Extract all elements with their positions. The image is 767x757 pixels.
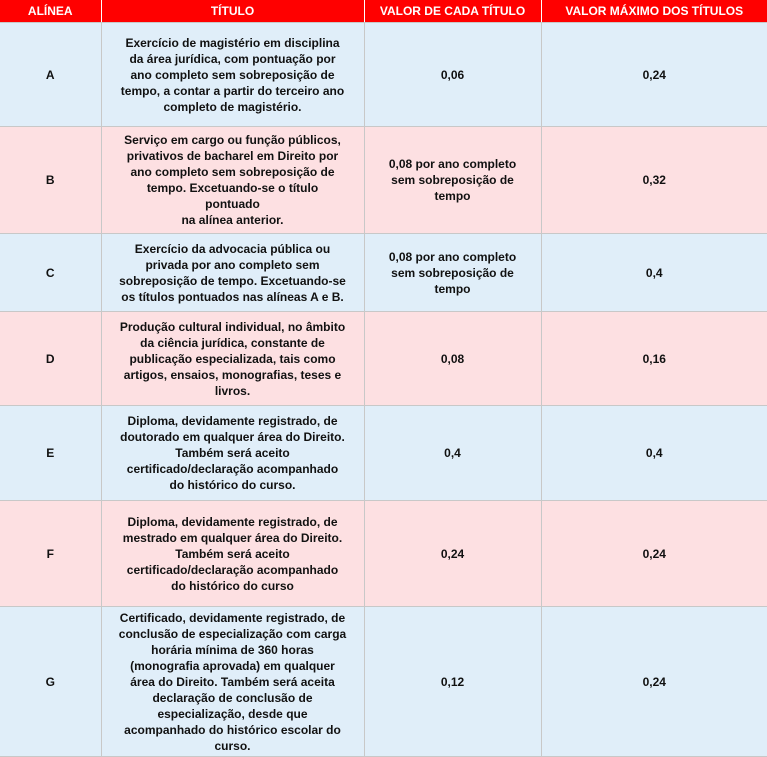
row-titulo: Produção cultural individual, no âmbito da ciência jurídica, constante de publicação especializada, tais como artigos, ensaios, monografias, teses e livros. [101,312,364,406]
row-titulo: Diploma, devidamente registrado, de mestrado em qualquer área do Direito. Também será aceito certificado/declaração acompanhado do histórico do curso [101,501,364,607]
table-row [0,234,767,312]
table-row [0,501,767,607]
row-alinea: G [0,607,101,757]
row-maximo: 0,24 [541,23,767,127]
row-titulo: Serviço em cargo ou função públicos, privativos de bacharel em Direito por ano completo sem sobreposição de tempo. Excetuando-se o título pontuado na alínea anterior. [101,127,364,234]
table-row [0,23,767,127]
row-valor: 0,08 por ano completo sem sobreposição de tempo [364,234,541,312]
table-row [0,406,767,501]
row-alinea: A [0,23,101,127]
row-titulo: Diploma, devidamente registrado, de doutorado em qualquer área do Direito. Também será aceito certificado/declaração acompanhado do histórico do curso. [101,406,364,501]
header-maximo: VALOR MÁXIMO DOS TÍTULOS [541,0,767,23]
row-alinea: D [0,312,101,406]
row-valor: 0,4 [364,406,541,501]
row-alinea: B [0,127,101,234]
row-valor: 0,08 [364,312,541,406]
row-maximo: 0,4 [541,406,767,501]
row-titulo: Exercício de magistério em disciplina da área jurídica, com pontuação por ano completo sem sobreposição de tempo, a contar a partir do terceiro ano completo de magistério. [101,23,364,127]
header-titulo: TÍTULO [101,0,364,23]
header-row [0,0,767,23]
row-maximo: 0,32 [541,127,767,234]
row-titulo: Exercício da advocacia pública ou privada por ano completo sem sobreposição de tempo. Excetuando-se os títulos pontuados nas alíneas A e B. [101,234,364,312]
row-valor: 0,08 por ano completo sem sobreposição de tempo [364,127,541,234]
row-valor: 0,24 [364,501,541,607]
row-maximo: 0,16 [541,312,767,406]
header-valor: VALOR DE CADA TÍTULO [364,0,541,23]
row-valor: 0,06 [364,23,541,127]
table-row [0,127,767,234]
table-row [0,312,767,406]
row-titulo: Certificado, devidamente registrado, de conclusão de especialização com carga horária mínima de 360 horas (monografia aprovada) em qualquer área do Direito. Também será aceita declaração de conclusão de especialização, desde que acompanhado do histórico escolar do curso. [101,607,364,757]
row-alinea: F [0,501,101,607]
row-alinea: C [0,234,101,312]
row-maximo: 0,24 [541,607,767,757]
row-alinea: E [0,406,101,501]
row-valor: 0,12 [364,607,541,757]
row-maximo: 0,4 [541,234,767,312]
header-alinea: ALÍNEA [0,0,101,23]
row-maximo: 0,24 [541,501,767,607]
table-row [0,607,767,757]
